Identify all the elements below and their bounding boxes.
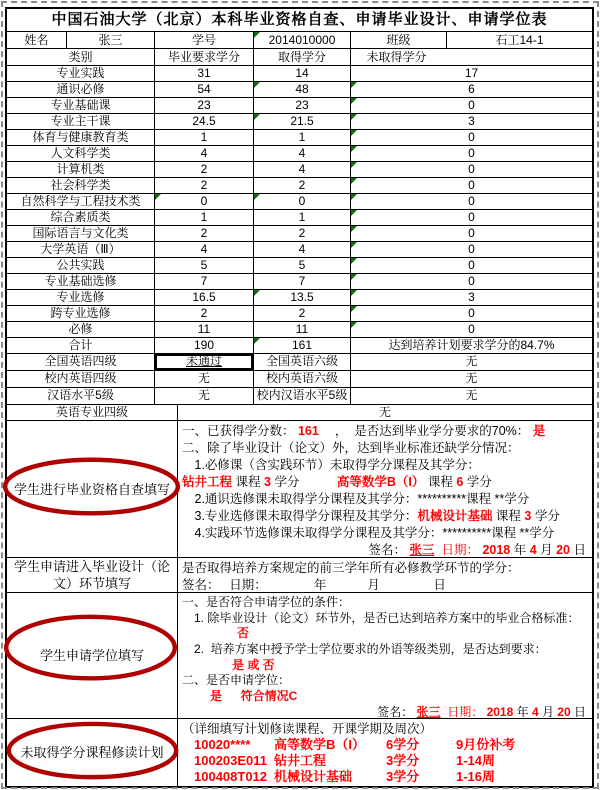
table-row bbox=[7, 130, 592, 146]
selfcheck-signature-line: 签名： 张三 日期： 2018 年 4 月 20 日 bbox=[368, 543, 586, 557]
selfcheck-line-6: 3.专业选修课未取得学分课程及其学分：机械设计基础 课程 3 学分 bbox=[182, 509, 560, 523]
degree-answer-2: 是 或 否 bbox=[232, 657, 275, 672]
missing-credits-cell: 0 bbox=[351, 226, 592, 241]
missing-credits-cell: 0 bbox=[351, 194, 592, 209]
missing-credits-cell: 达到培养计划要求学分的84.7% bbox=[388, 338, 555, 352]
name-label: 姓名 bbox=[7, 32, 67, 48]
table-row bbox=[7, 322, 592, 338]
earned-credits-cell: 2 bbox=[254, 226, 351, 241]
category-cell: 大学英语（Ⅲ） bbox=[7, 242, 155, 257]
course-code: 100408T012 bbox=[194, 769, 268, 784]
plan-note: （详细填写计划修读课程、开课学期及周次） bbox=[182, 722, 433, 736]
earned-credits-cell: 13.5 bbox=[254, 290, 351, 305]
required-credits-cell: 2 bbox=[155, 226, 254, 241]
table-row bbox=[7, 274, 592, 290]
course-weeks: 1-16周 bbox=[456, 769, 496, 784]
class-value: 石工14-1 bbox=[495, 33, 544, 47]
student-id-value: 2014010000 bbox=[254, 32, 351, 48]
header-category: 类别 bbox=[7, 49, 155, 65]
table-row bbox=[7, 290, 592, 306]
missing-credits-cell: 0 bbox=[351, 130, 592, 145]
missing-credits-cell: 0 bbox=[351, 178, 592, 193]
missing-credits-cell: 17 bbox=[464, 66, 479, 80]
design-signature-line: 签名： 日期： 年 月 日 bbox=[182, 578, 446, 592]
error-indicator-icon bbox=[254, 82, 260, 88]
student-id-label: 学号 bbox=[155, 32, 254, 48]
form-title: 中国石油大学（北京）本科毕业资格自查、申请毕业设计、申请学位表 bbox=[7, 9, 592, 32]
required-credits-cell: 0 bbox=[155, 194, 254, 209]
error-indicator-icon bbox=[155, 194, 161, 200]
category-cell: 合计 bbox=[7, 338, 155, 353]
error-indicator-icon bbox=[351, 274, 357, 280]
selfcheck-line-3: 1.必修课（含实践环节）未取得学分课程及其学分： bbox=[182, 458, 480, 472]
earned-credits-cell: 23 bbox=[254, 98, 351, 113]
earned-credits-cell: 2 bbox=[254, 178, 351, 193]
table-row bbox=[7, 371, 592, 388]
category-cell: 社会科学类 bbox=[7, 178, 155, 193]
error-indicator-icon bbox=[254, 114, 260, 120]
table-row bbox=[7, 338, 592, 354]
earned-credits-cell: 21.5 bbox=[254, 114, 351, 129]
degree-label: 学生申请学位填写 bbox=[39, 648, 144, 663]
error-indicator-icon bbox=[351, 306, 357, 312]
error-indicator-icon bbox=[351, 114, 357, 120]
required-credits-cell: 7 bbox=[155, 274, 254, 289]
level-test-cell: 校内英语四级 bbox=[7, 371, 155, 387]
table-row bbox=[7, 210, 592, 226]
level-test-cell: 全国英语六级 bbox=[254, 354, 351, 370]
category-cell: 跨专业选修 bbox=[7, 306, 155, 321]
error-indicator-icon bbox=[351, 258, 357, 264]
level-test-cell: 校内汉语水平5级 bbox=[254, 388, 351, 404]
design-section-label-cell bbox=[7, 558, 178, 592]
category-cell: 专业实践 bbox=[7, 66, 155, 81]
selfcheck-content bbox=[178, 421, 592, 557]
missing-credits-cell: 0 bbox=[351, 162, 592, 177]
degree-application-section bbox=[7, 593, 592, 719]
category-cell: 计算机类 bbox=[7, 162, 155, 177]
header-missing-credits: 未取得学分 bbox=[366, 50, 427, 64]
missing-credits-cell: 0 bbox=[351, 242, 592, 257]
student-info-row bbox=[7, 32, 592, 49]
selfcheck-line-5: 2.通识选修课未取得学分课程及其学分：**********课程 **学分 bbox=[182, 492, 530, 506]
course-credit: 3学分 bbox=[386, 753, 420, 768]
error-indicator-icon bbox=[254, 32, 260, 38]
level-test-cell: 汉语水平5级 bbox=[7, 388, 155, 404]
course-name: 高等数学B（I） bbox=[274, 737, 366, 752]
category-cell: 公共实践 bbox=[7, 258, 155, 273]
table-row bbox=[7, 242, 592, 258]
table-row bbox=[7, 405, 592, 421]
error-indicator-icon bbox=[351, 162, 357, 168]
missing-credits-cell: 0 bbox=[351, 274, 592, 289]
design-application-section bbox=[7, 558, 592, 593]
level-result-cell: 无 bbox=[465, 388, 478, 402]
level-test-cell: 全国英语四级 bbox=[7, 354, 155, 370]
required-credits-cell: 4 bbox=[155, 146, 254, 161]
course-credit: 3学分 bbox=[386, 769, 420, 784]
english-level-rows bbox=[7, 354, 592, 421]
error-indicator-icon bbox=[351, 322, 357, 328]
earned-credits-cell: 48 bbox=[254, 82, 351, 97]
table-row bbox=[7, 114, 592, 130]
required-credits-cell: 4 bbox=[155, 242, 254, 257]
course-code: 10020**** bbox=[194, 737, 251, 752]
missing-credits-cell: 0 bbox=[351, 98, 592, 113]
error-indicator-icon bbox=[351, 210, 357, 216]
category-cell: 专业基础课 bbox=[7, 98, 155, 113]
course-name: 钻井工程 bbox=[274, 753, 327, 768]
error-indicator-icon bbox=[254, 194, 260, 200]
course-code: 100203E011 bbox=[194, 753, 268, 768]
required-credits-cell: 23 bbox=[155, 98, 254, 113]
course-row bbox=[182, 737, 589, 753]
design-line-1: 是否取得培养方案规定的前三学年所有必修教学环节的学分： bbox=[182, 561, 520, 575]
earned-credits-cell: 4 bbox=[254, 146, 351, 161]
category-cell: 人文科学类 bbox=[7, 146, 155, 161]
degree-line-3: 2. 培养方案中授予学士学位要求的外语等级类别，是否达到要求： bbox=[182, 642, 547, 657]
degree-line-2: 1. 除毕业设计（论文）环节外，是否已达到培养方案中的毕业合格标准： bbox=[182, 610, 580, 625]
earned-credits-cell: 4 bbox=[254, 242, 351, 257]
level-test-cell: 校内英语六级 bbox=[254, 371, 351, 387]
earned-credits-cell: 161 bbox=[254, 338, 351, 353]
required-credits-cell: 5 bbox=[155, 258, 254, 273]
course-weeks: 9月份补考 bbox=[456, 737, 516, 752]
required-credits-cell: 16.5 bbox=[155, 290, 254, 305]
course-row bbox=[182, 769, 589, 785]
missing-credits-cell: 0 bbox=[351, 210, 592, 225]
table-row bbox=[7, 388, 592, 405]
table-row bbox=[7, 82, 592, 98]
level-result-cell: 无 bbox=[465, 371, 478, 385]
degree-line-4: 二、是否申请学位： bbox=[182, 673, 291, 688]
category-cell: 必修 bbox=[7, 322, 155, 337]
required-credits-cell: 54 bbox=[155, 82, 254, 97]
selfcheck-section-label-cell bbox=[7, 421, 178, 557]
error-indicator-icon bbox=[351, 178, 357, 184]
required-credits-cell: 24.5 bbox=[155, 114, 254, 129]
required-credits-cell: 2 bbox=[155, 162, 254, 177]
category-cell: 通识必修 bbox=[7, 82, 155, 97]
earned-credits-cell: 7 bbox=[254, 274, 351, 289]
missing-credits-cell: 6 bbox=[351, 82, 592, 97]
plan-content bbox=[178, 719, 592, 786]
degree-signature-line: 签名： 张三 日期： 2018 年 4 月 20 日 bbox=[377, 704, 586, 718]
required-credits-cell: 11 bbox=[155, 322, 254, 337]
name-value: 张三 bbox=[67, 32, 155, 48]
error-indicator-icon bbox=[254, 290, 260, 296]
header-required-credits: 毕业要求学分 bbox=[155, 49, 254, 65]
required-credits-cell: 190 bbox=[155, 338, 254, 353]
level-result-cell[interactable]: 未通过 bbox=[155, 354, 254, 370]
error-indicator-icon bbox=[254, 338, 260, 344]
course-row bbox=[182, 753, 589, 769]
error-indicator-icon bbox=[351, 146, 357, 152]
earned-credits-cell: 5 bbox=[254, 258, 351, 273]
missing-credits-cell: 0 bbox=[351, 258, 592, 273]
required-credits-cell: 31 bbox=[155, 66, 254, 81]
degree-answer-1: 否 bbox=[237, 626, 250, 641]
category-cell: 综合素质类 bbox=[7, 210, 155, 225]
selfcheck-line-4: 钻井工程 课程 3 学分 高等数学B（I） 课程 6 学分 bbox=[182, 475, 492, 489]
table-row bbox=[7, 354, 592, 371]
degree-content bbox=[178, 593, 592, 718]
plan-label: 未取得学分课程修读计划 bbox=[20, 745, 164, 760]
level-result-cell: 无 bbox=[155, 371, 254, 387]
selfcheck-section bbox=[7, 421, 592, 558]
level-result-cell: 无 bbox=[155, 388, 254, 404]
missing-credits-cell: 0 bbox=[351, 322, 592, 337]
table-row bbox=[7, 258, 592, 274]
course-name: 机械设计基础 bbox=[274, 769, 353, 784]
error-indicator-icon bbox=[351, 82, 357, 88]
earned-credits-cell: 4 bbox=[254, 162, 351, 177]
design-label: 学生申请进入毕业设计（论文）环节填写 bbox=[13, 559, 170, 591]
design-content bbox=[178, 558, 592, 592]
required-credits-cell: 1 bbox=[155, 210, 254, 225]
table-row bbox=[7, 226, 592, 242]
category-cell: 专业基础选修 bbox=[7, 274, 155, 289]
earned-credits-cell: 0 bbox=[254, 194, 351, 209]
missing-credits-cell: 3 bbox=[351, 290, 592, 305]
category-cell: 国际语言与文化类 bbox=[7, 226, 155, 241]
credit-table-body bbox=[7, 66, 592, 354]
selfcheck-label: 学生进行毕业资格自查填写 bbox=[13, 481, 170, 497]
error-indicator-icon bbox=[351, 290, 357, 296]
error-indicator-icon bbox=[351, 130, 357, 136]
degree-line-1: 一、是否符合申请学位的条件： bbox=[182, 595, 351, 609]
level-test-cell: 英语专业四级 bbox=[7, 405, 178, 420]
course-weeks: 1-14周 bbox=[456, 753, 496, 768]
required-credits-cell: 2 bbox=[155, 178, 254, 193]
level-result-cell: 无 bbox=[378, 405, 391, 419]
graduation-form-sheet bbox=[5, 7, 594, 788]
selfcheck-line-1: 一、已获得学分数： 161 ， 是否达到毕业学分要求的70%： 是 bbox=[182, 424, 546, 438]
credit-table-header bbox=[7, 49, 592, 66]
table-row bbox=[7, 146, 592, 162]
level-result-cell: 无 bbox=[465, 354, 478, 368]
retake-plan-section bbox=[7, 719, 592, 786]
table-row bbox=[7, 194, 592, 210]
missing-credits-cell: 3 bbox=[351, 114, 592, 129]
required-credits-cell: 2 bbox=[155, 306, 254, 321]
degree-answer-3: 是 符合情况C bbox=[210, 689, 298, 704]
required-credits-cell: 1 bbox=[155, 130, 254, 145]
class-label: 班级 bbox=[351, 32, 447, 48]
selfcheck-line-2: 二、除了毕业设计（论文）外，达到毕业标准还缺学分情况： bbox=[182, 441, 520, 455]
earned-credits-cell: 1 bbox=[254, 210, 351, 225]
table-row bbox=[7, 178, 592, 194]
earned-credits-cell: 2 bbox=[254, 306, 351, 321]
earned-credits-cell: 14 bbox=[254, 66, 351, 81]
error-indicator-icon bbox=[351, 242, 357, 248]
plan-section-label-cell bbox=[7, 719, 178, 786]
header-earned-credits: 取得学分 bbox=[254, 49, 351, 65]
error-indicator-icon bbox=[351, 98, 357, 104]
earned-credits-cell: 11 bbox=[254, 322, 351, 337]
course-credit: 6学分 bbox=[386, 737, 420, 752]
category-cell: 体育与健康教育类 bbox=[7, 130, 155, 145]
missing-credits-cell: 0 bbox=[351, 146, 592, 161]
table-row bbox=[7, 162, 592, 178]
error-indicator-icon bbox=[351, 194, 357, 200]
category-cell: 专业选修 bbox=[7, 290, 155, 305]
error-indicator-icon bbox=[351, 226, 357, 232]
selfcheck-line-7: 4.实践环节选修课未取得学分课程及其学分：**********课程 **学分 bbox=[182, 526, 555, 540]
table-row bbox=[7, 306, 592, 322]
missing-credits-cell: 0 bbox=[351, 306, 592, 321]
category-cell: 专业主干课 bbox=[7, 114, 155, 129]
table-row bbox=[7, 98, 592, 114]
category-cell: 自然科学与工程技术类 bbox=[7, 194, 155, 209]
earned-credits-cell: 1 bbox=[254, 130, 351, 145]
degree-section-label-cell bbox=[7, 593, 178, 718]
table-row bbox=[7, 66, 592, 82]
